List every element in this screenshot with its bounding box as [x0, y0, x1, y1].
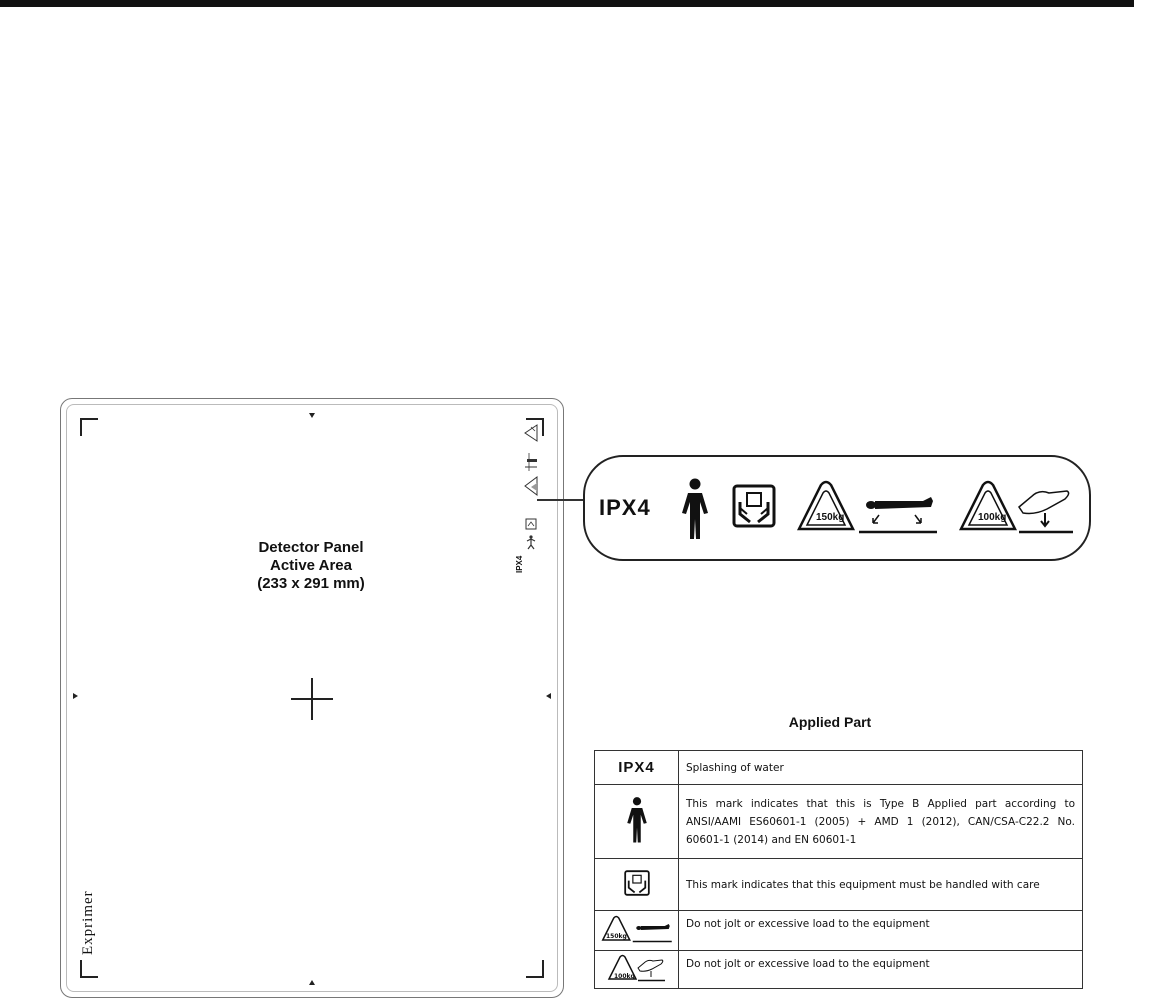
table-row [595, 911, 1083, 951]
legend-desc-cell: This mark indicates that this equipment must be handled with care [679, 859, 1083, 911]
corner-mark-bottom-left [80, 960, 98, 978]
corner-mark-bottom-right [526, 960, 544, 978]
legend-desc-cell: This mark indicates that this is Type B Applied part according to ANSI/AAMI ES60601-1 (2005) + AMD 1 (2012), CAN/CSA-C22.2 No. 60601-1 (2014) and EN 60601-1 [679, 785, 1083, 859]
handle-with-care-icon [732, 484, 776, 528]
center-marker-bottom [309, 980, 315, 985]
table-row [595, 951, 1083, 989]
legend-desc-cell: Do not jolt or excessive load to the equipment [679, 951, 1083, 989]
legend-100kg-text: 100kg [614, 973, 635, 980]
center-crosshair [291, 678, 333, 720]
corner-mark-top-left [80, 418, 98, 436]
table-row [595, 785, 1083, 859]
legend-title: Applied Part [788, 714, 872, 730]
legend-symbol-cell [595, 785, 679, 859]
active-area-line1: Detector Panel [258, 539, 364, 556]
side-symbols-icon [519, 423, 541, 573]
handle-with-care-icon [624, 870, 650, 896]
type-b-applied-part-icon [675, 477, 715, 541]
legend-symbol-cell [595, 951, 679, 989]
100kg-load-icon [957, 477, 1077, 537]
top-rule [0, 0, 1134, 7]
center-marker-left [73, 693, 78, 699]
callout-ipx-label: IPX4 [599, 495, 651, 520]
legend-symbol-cell [595, 911, 679, 951]
symbol-callout [583, 455, 1091, 561]
table-row [595, 859, 1083, 911]
applied-part-legend-table [594, 750, 1083, 989]
legend-desc-cell: Splashing of water [679, 751, 1083, 785]
callout-leader-line [537, 499, 583, 501]
callout-150kg-text: 150kg [816, 512, 845, 523]
150kg-load-icon [795, 477, 940, 537]
type-b-applied-part-icon [622, 795, 652, 845]
side-ipx-label: IPX4 [515, 555, 524, 573]
legend-symbol-cell [595, 859, 679, 911]
center-marker-right [546, 693, 551, 699]
active-area-label [201, 539, 421, 593]
detector-panel [60, 398, 564, 998]
legend-150kg-text: 150kg [606, 933, 627, 940]
ipx4-symbol: IPX4 [618, 759, 655, 776]
legend-symbol-cell [595, 751, 679, 785]
active-area-line2: Active Area [270, 557, 352, 574]
center-marker-top [309, 413, 315, 418]
callout-100kg-text: 100kg [978, 512, 1007, 523]
active-area-line3: (233 x 291 mm) [257, 575, 365, 592]
side-label-strip [515, 423, 541, 583]
brand-logo: Exprimer [80, 890, 96, 955]
table-row [595, 751, 1083, 785]
legend-desc-cell: Do not jolt or excessive load to the equipment [679, 911, 1083, 951]
